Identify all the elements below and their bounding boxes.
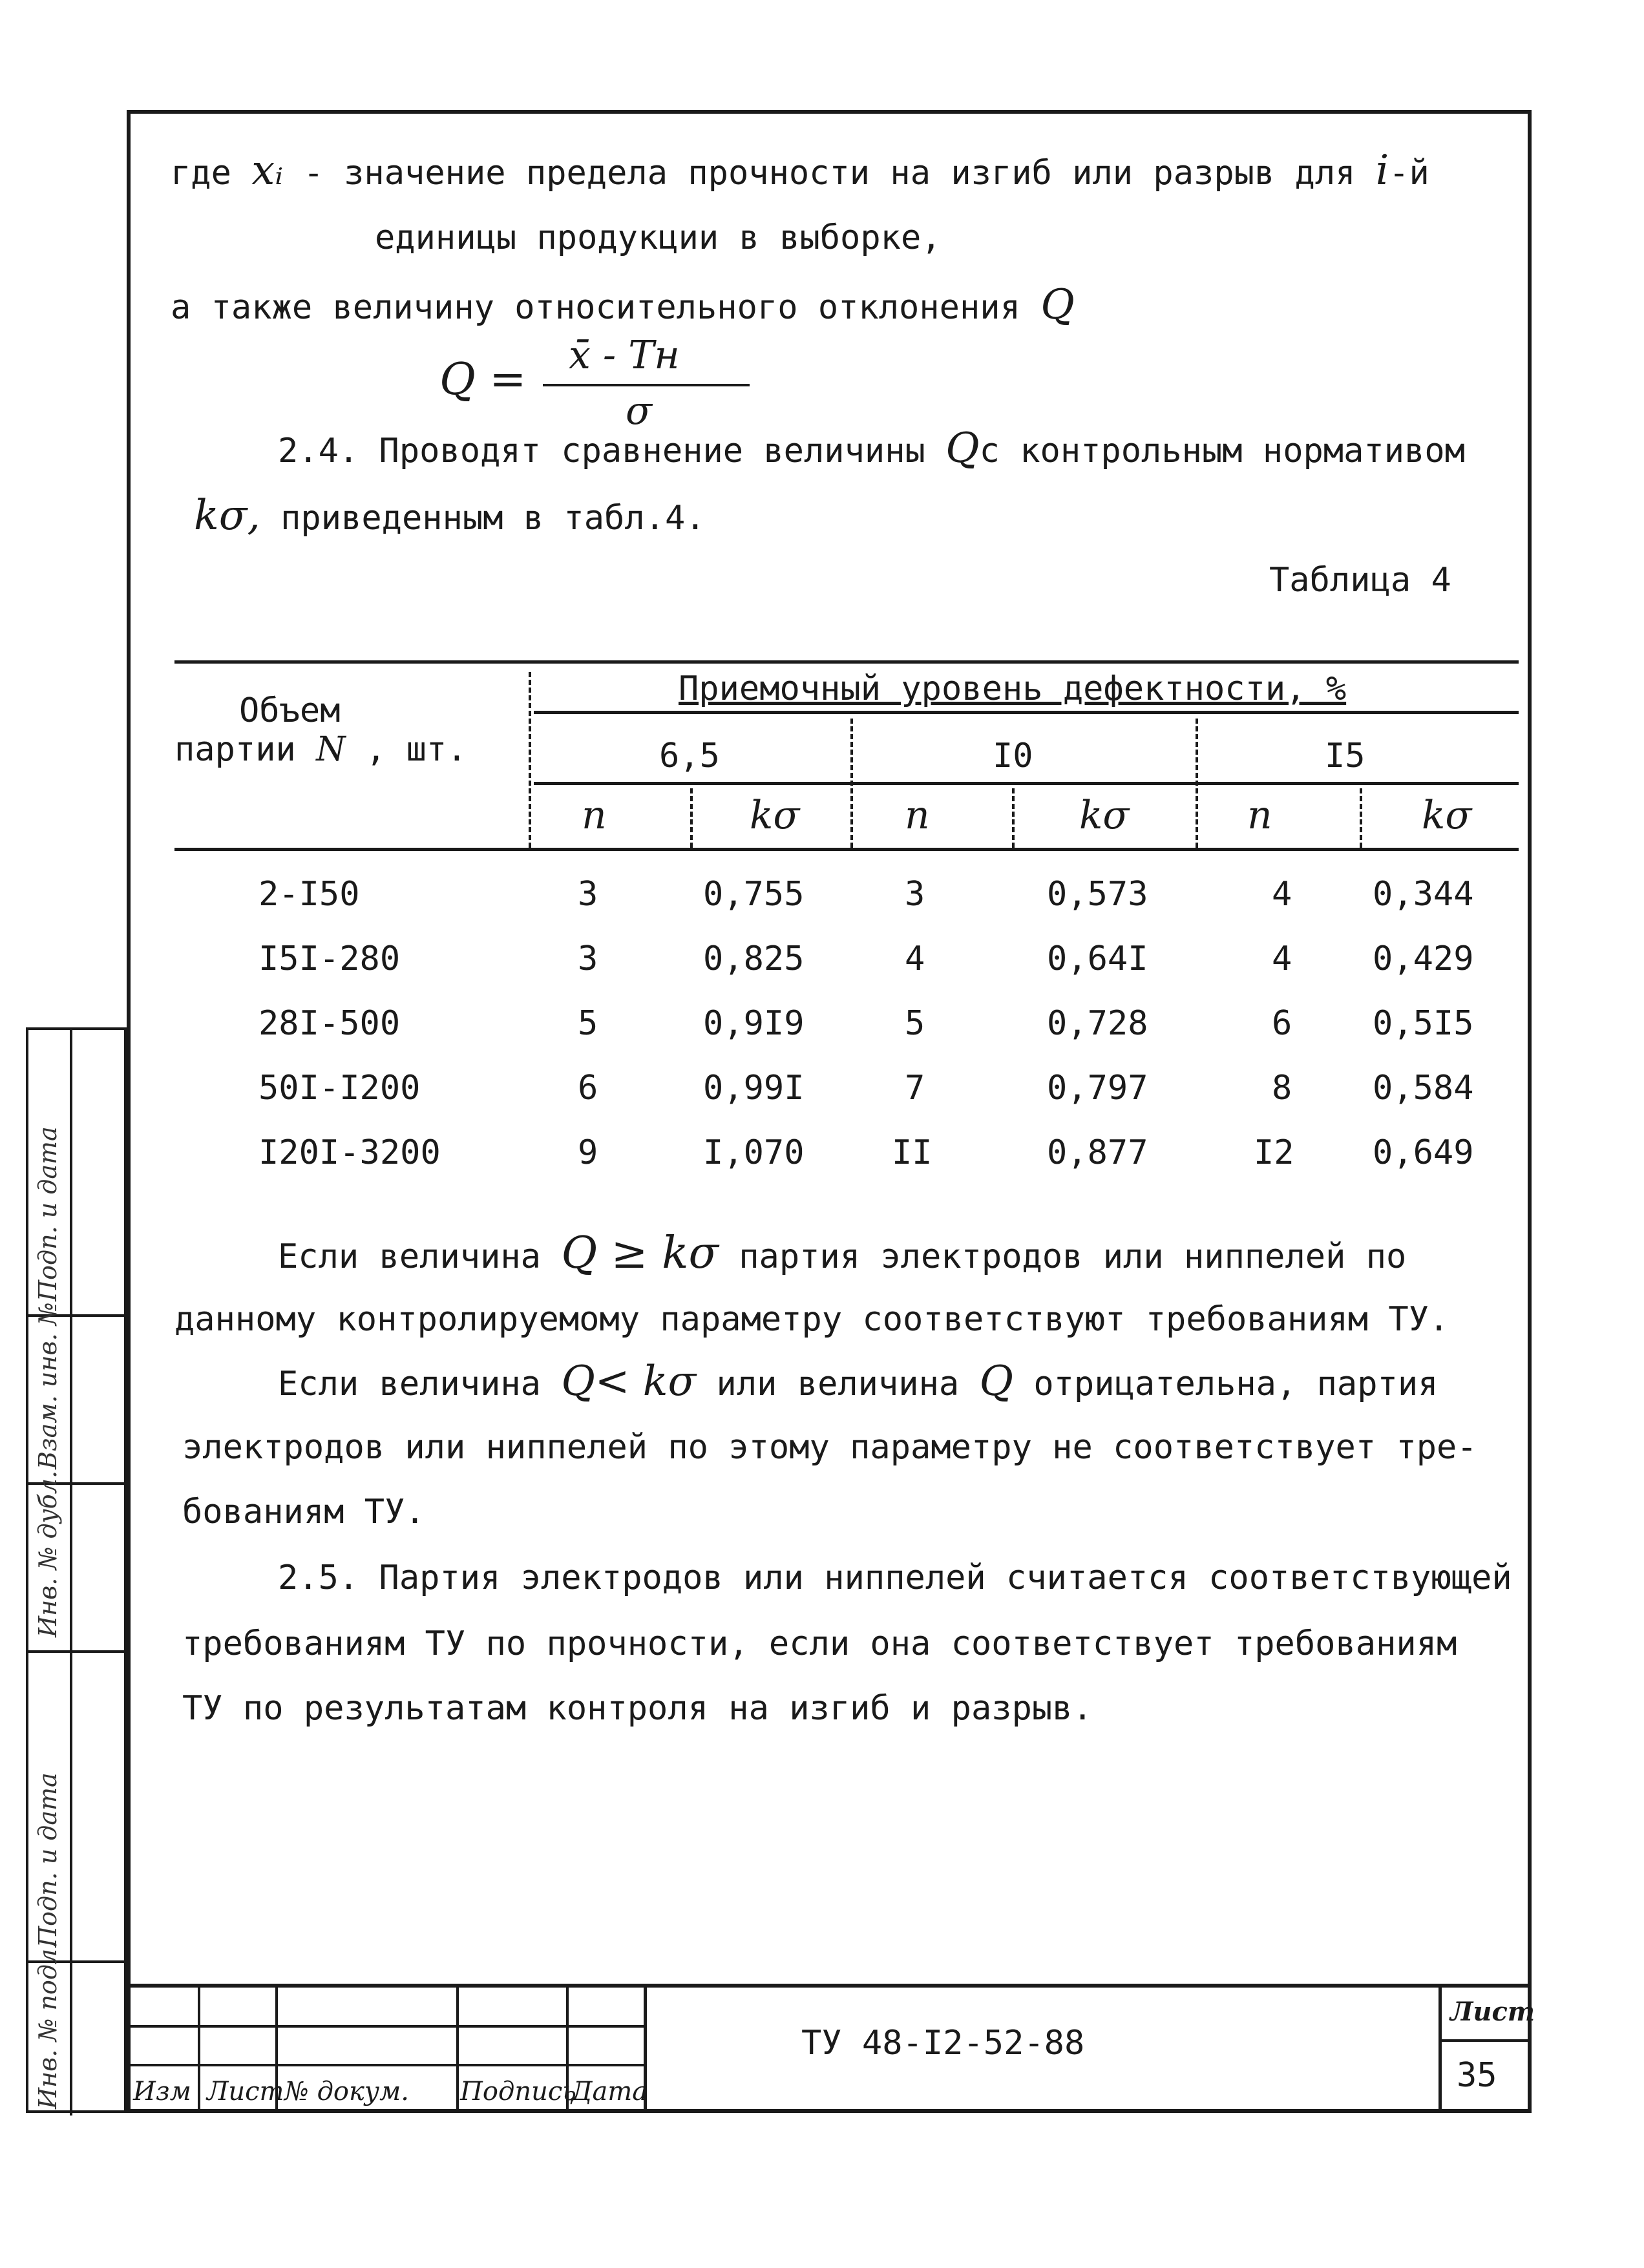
paragraph-2-4-line2: kσ, приведенным в табл.4. (194, 492, 706, 540)
table-row-1-c0: 3 (578, 875, 598, 914)
sheet-label: Лист (1450, 1997, 1535, 2027)
doc-code: ТУ 48-I2-52-88 (801, 2024, 1085, 2063)
head-group: Приемочный уровень дефектности, % (679, 669, 1347, 708)
stamp-col-label-3: № докум. (284, 2077, 409, 2106)
stamp-top-rule (127, 1984, 1532, 1988)
condition-2-line2: электродов или ниппелей по этому параметру не соответствует тре- (182, 1428, 1477, 1467)
text-line-3: а также величину относительного отклонения Q (171, 281, 1075, 329)
table-row-3-c2: 5 (905, 1004, 925, 1043)
table-vline-5 (1012, 788, 1015, 848)
sub-n-2: n (905, 793, 930, 838)
table-row-3-c5: 0,5I5 (1373, 1004, 1474, 1043)
table-row-4-c2: 7 (905, 1069, 925, 1108)
table-row-4-c5: 0,584 (1373, 1069, 1474, 1108)
table-sub-rule (534, 782, 1519, 785)
table-row-5-c1: I,070 (703, 1133, 805, 1172)
sub-n-3: n (1247, 793, 1272, 838)
sub-k-1: kσ (750, 793, 800, 838)
table-row-1-c2: 3 (905, 875, 925, 914)
stamp-col-rule-3 (456, 1984, 459, 2113)
formula-denominator: σ (626, 388, 652, 434)
table-row-2-range: I5I-280 (258, 940, 401, 978)
condition-1-line1: Если величина Q ≥ kσ партия электродов или ниппелей по (278, 1228, 1407, 1279)
table-row-3-c1: 0,9I9 (703, 1004, 805, 1043)
sub-k-3: kσ (1422, 793, 1472, 838)
table-row-5-c3: 0,877 (1047, 1133, 1148, 1172)
paragraph-2-5-line3: ТУ по результатам контроля на изгиб и разрыв. (182, 1689, 1093, 1728)
side-row-3 (28, 1650, 124, 1653)
var-i: i (1375, 147, 1389, 194)
var-xi: xᵢ (251, 147, 284, 194)
head-col1-line1: Объем (239, 691, 341, 730)
table-row-3-c4: 6 (1272, 1004, 1292, 1043)
sub-k-2: kσ (1079, 793, 1130, 838)
table-row-1-c3: 0,573 (1047, 875, 1148, 914)
side-label-2: Взам. инв. № (34, 1302, 62, 1469)
paragraph-2-5-line1: 2.5. Партия электродов или ниппелей считается соответствующей (278, 1559, 1512, 1597)
table-vline-1 (529, 672, 531, 848)
table-row-5-c2: II (892, 1133, 933, 1172)
table-row-1-range: 2-I50 (258, 875, 360, 914)
table-row-4-c3: 0,797 (1047, 1069, 1148, 1108)
table-row-4-c4: 8 (1272, 1069, 1292, 1108)
side-label-5: Инв. № подл. (34, 1940, 62, 2109)
stamp-col-label-4: Подпись (460, 2077, 577, 2106)
level-6-5: 6,5 (659, 737, 720, 775)
table-row-2-c0: 3 (578, 940, 598, 978)
stamp-sheet-rule (1438, 1984, 1442, 2113)
var-q: Q (1040, 281, 1075, 329)
table-caption: Таблица 4 (1269, 561, 1451, 600)
table-row-4-range: 50I-I200 (258, 1069, 421, 1108)
stamp-col-label-2: Лист (207, 2077, 284, 2106)
table-row-2-c5: 0,429 (1373, 940, 1474, 978)
table-row-3-c0: 5 (578, 1004, 598, 1043)
fraction-bar (543, 384, 750, 386)
table-row-5-c0: 9 (578, 1133, 598, 1172)
side-inner-rule (70, 1030, 72, 2116)
table-row-2-c1: 0,825 (703, 940, 805, 978)
table-row-2-c4: 4 (1272, 940, 1292, 978)
table-row-3-c3: 0,728 (1047, 1004, 1148, 1043)
condition-2-line1: Если величина Q< kσ или величина Q отрицательна, партия (278, 1358, 1438, 1405)
level-10: I0 (993, 737, 1033, 775)
formula-numerator: x̄ - Tн (569, 333, 680, 378)
sheet-number: 35 (1457, 2056, 1497, 2095)
table-row-3-range: 28I-500 (258, 1004, 401, 1043)
table-row-4-c1: 0,99I (703, 1069, 805, 1108)
table-vline-6 (1360, 788, 1362, 848)
table-vline-3 (1196, 719, 1198, 848)
table-row-1-c4: 4 (1272, 875, 1292, 914)
paragraph-2-4-line1: 2.4. Проводят сравнение величины Qс контрольным нормативом (278, 425, 1465, 472)
table-row-5-range: I20I-3200 (258, 1133, 441, 1172)
table-row-1-c1: 0,755 (703, 875, 805, 914)
side-label-3: Инв. № дубл. (34, 1470, 62, 1637)
stamp-col-label-5: Дата (571, 2077, 648, 2106)
table-row-2-c2: 4 (905, 940, 925, 978)
sub-n-1: n (582, 793, 607, 838)
level-15: I5 (1325, 737, 1365, 775)
condition-1-line2: данному контролируемому параметру соответствуют требованиям ТУ. (174, 1300, 1449, 1339)
text-line-2: единицы продукции в выборке, (375, 218, 942, 257)
side-label-4: Подп. и дата (34, 1772, 62, 1948)
table-row-4-c0: 6 (578, 1069, 598, 1108)
stamp-sheet-split (1438, 2039, 1532, 2042)
page-frame (127, 110, 1532, 2113)
table-row-5-c5: 0,649 (1373, 1133, 1474, 1172)
table-row-2-c3: 0,64I (1047, 940, 1148, 978)
table-group-rule (534, 711, 1519, 714)
stamp-col-rule-1 (198, 1984, 200, 2113)
side-stamp (26, 1027, 127, 2113)
condition-2-line3: бованиям ТУ. (182, 1493, 425, 1531)
head-col1-line2: партии N , шт. (174, 730, 467, 769)
table-vline-4 (690, 788, 693, 848)
table-vline-2 (850, 719, 853, 848)
table-header-bottom-rule (174, 848, 1519, 851)
formula-lhs: Q = (439, 354, 527, 405)
table-row-1-c5: 0,344 (1373, 875, 1474, 914)
table-row-5-c4: I2 (1254, 1133, 1294, 1172)
stamp-col-label-1: Изм (133, 2077, 191, 2106)
side-label-1: Подп. и дата (34, 1126, 62, 1301)
text-line-1: где xᵢ - значение предела прочности на изгиб или разрыв для i-й (171, 147, 1429, 194)
paragraph-2-5-line2: требованиям ТУ по прочности, если она соответствует требованиям (182, 1624, 1457, 1663)
table-top-rule (174, 660, 1519, 664)
